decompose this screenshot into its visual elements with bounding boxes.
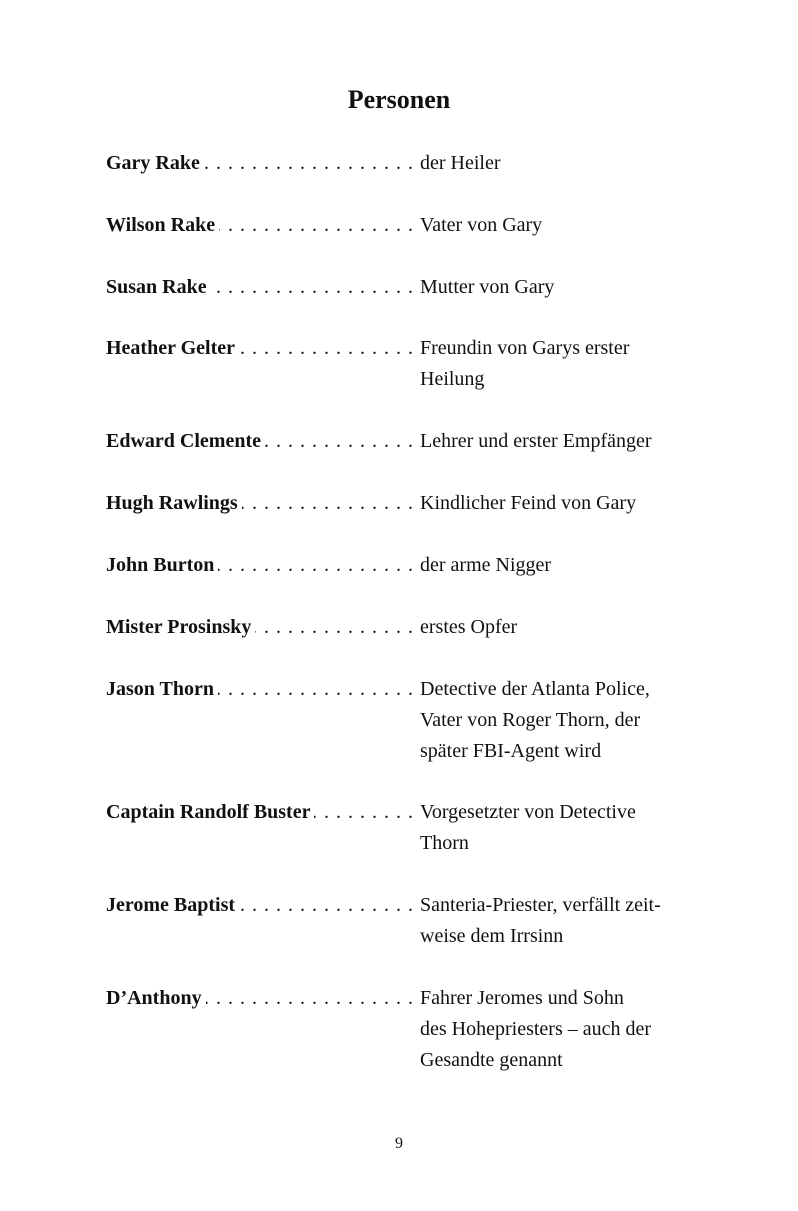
character-description — [420, 488, 710, 519]
description-line: später FBI-Agent wird — [420, 740, 602, 762]
character-description — [420, 210, 710, 241]
character-name: Wilson Rake — [106, 214, 219, 236]
character-name-leader — [106, 210, 414, 241]
character-name: Edward Clemente — [106, 430, 265, 452]
character-description — [420, 890, 710, 952]
character-description — [420, 333, 710, 395]
page-title: Personen — [347, 85, 451, 114]
character-name: D’Anthony — [106, 987, 206, 1009]
character-name: Captain Randolf Buster — [106, 801, 314, 823]
description-line: Gesandte genannt — [420, 1049, 563, 1071]
description-line: Freundin von Garys erster — [420, 337, 630, 359]
character-name-leader — [106, 426, 414, 457]
character-name-leader — [106, 612, 414, 643]
character-name-leader — [106, 333, 414, 364]
description-line: Heilung — [420, 368, 485, 390]
character-name: Hugh Rawlings — [106, 492, 242, 514]
character-name-leader — [106, 148, 414, 179]
character-description — [420, 148, 710, 179]
character-description — [420, 426, 710, 457]
description-line: erstes Opfer — [420, 616, 518, 638]
description-line: Kindlicher Feind von Gary — [420, 492, 637, 514]
character-name: Mister Prosinsky — [106, 616, 255, 638]
character-name: Susan Rake — [106, 276, 211, 298]
description-line: Detective der Atlanta Police, — [420, 678, 650, 700]
description-line: Vater von Gary — [420, 214, 543, 236]
page-number: 9 — [395, 1135, 403, 1152]
description-line: Vater von Roger Thorn, der — [420, 709, 641, 731]
description-line: Thorn — [420, 832, 469, 854]
character-name: John Burton — [106, 554, 218, 576]
description-line: Fahrer Jeromes und Sohn — [420, 987, 624, 1009]
character-description — [420, 612, 710, 643]
character-name-leader — [106, 674, 414, 705]
description-line: Mutter von Gary — [420, 276, 555, 298]
character-description — [420, 550, 710, 581]
description-line: Santeria-Priester, verfällt zeit- — [420, 894, 661, 916]
character-description — [420, 797, 710, 859]
character-name: Jason Thorn — [106, 678, 218, 700]
character-name: Jerome Baptist — [106, 894, 239, 916]
description-line: weise dem Irrsinn — [420, 925, 564, 947]
character-name-leader — [106, 890, 414, 921]
character-description — [420, 674, 710, 767]
description-line: Lehrer und erster Empfänger — [420, 430, 652, 452]
character-name: Gary Rake — [106, 152, 204, 174]
description-line: des Hohepriesters – auch der — [420, 1018, 652, 1040]
character-name: Heather Gelter — [106, 337, 239, 359]
description-line: Vorgesetzter von Detective — [420, 801, 636, 823]
character-name-leader — [106, 272, 414, 303]
character-description — [420, 272, 710, 303]
character-description — [420, 983, 710, 1076]
character-name-leader — [106, 983, 414, 1014]
character-name-leader — [106, 550, 414, 581]
character-name-leader — [106, 797, 414, 828]
description-line: der Heiler — [420, 152, 501, 174]
character-name-leader — [106, 488, 414, 519]
description-line: der arme Nigger — [420, 554, 552, 576]
